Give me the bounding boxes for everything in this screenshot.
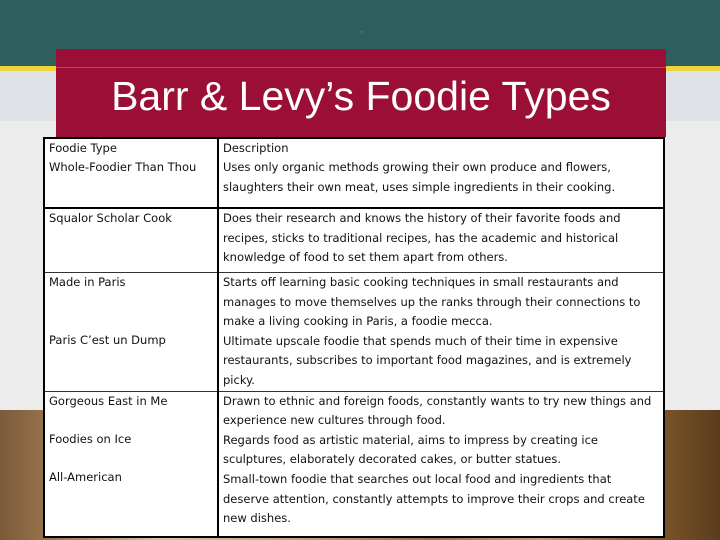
foodie-type-label: Paris C’est un Dump — [49, 332, 166, 347]
table-header-row — [44, 138, 664, 158]
foodie-type-label: Foodies on Ice — [49, 432, 132, 447]
description-cell: Does their research and knows the history of their favorite foods and recipes, sticks to traditional recipes, has the academic and historical knowledge of food to set them apart from others. — [218, 208, 664, 272]
foodie-type-cell: Whole-Foodier Than Thou — [44, 158, 218, 208]
title-banner — [56, 49, 666, 137]
slide-title: Barr & Levy’s Foodie Types — [111, 73, 611, 119]
description-cell — [218, 272, 664, 391]
foodie-type-cell: Squalor Scholar Cook — [44, 208, 218, 272]
foodie-type-label: Made in Paris — [49, 274, 126, 289]
header-foodie-type: Foodie Type — [44, 138, 218, 158]
foodie-type-cell — [44, 272, 218, 391]
table-row — [44, 391, 664, 537]
banner-mark: · — [360, 28, 363, 38]
foodie-type-label: Gorgeous East in Me — [49, 393, 168, 408]
description-text: Regards food as artistic material, aims to impress by creating ice sculptures, elaborately decorated cakes, or butter statues. — [223, 432, 599, 467]
description-text: Drawn to ethnic and foreign foods, constantly wants to try new things and experience new cultures through food. — [223, 393, 652, 428]
foodie-types-table — [43, 137, 665, 538]
foodie-type-cell — [44, 391, 218, 537]
description-cell: Uses only organic methods growing their own produce and flowers, slaughters their own meat, uses simple ingredients in their cooking. — [218, 158, 664, 208]
description-cell — [218, 391, 664, 537]
table-row — [44, 158, 664, 208]
table-row — [44, 208, 664, 272]
description-text: Starts off learning basic cooking techniques in small restaurants and manages to move themselves up the ranks through their connections to make a living cooking in Paris, a foodie mecca. — [223, 274, 641, 329]
table-row — [44, 272, 664, 391]
description-text: Ultimate upscale foodie that spends much of their time in expensive restaurants, subscribes to important food magazines, and is extremely picky. — [223, 333, 632, 387]
foodie-type-label: All-American — [49, 469, 122, 484]
title-banner-rule — [56, 67, 666, 68]
header-description: Description — [223, 141, 289, 155]
description-text: Small-town foodie that searches out local food and ingredients that deserve attention, constantly attempts to improve their crops and create new dishes. — [223, 471, 645, 526]
